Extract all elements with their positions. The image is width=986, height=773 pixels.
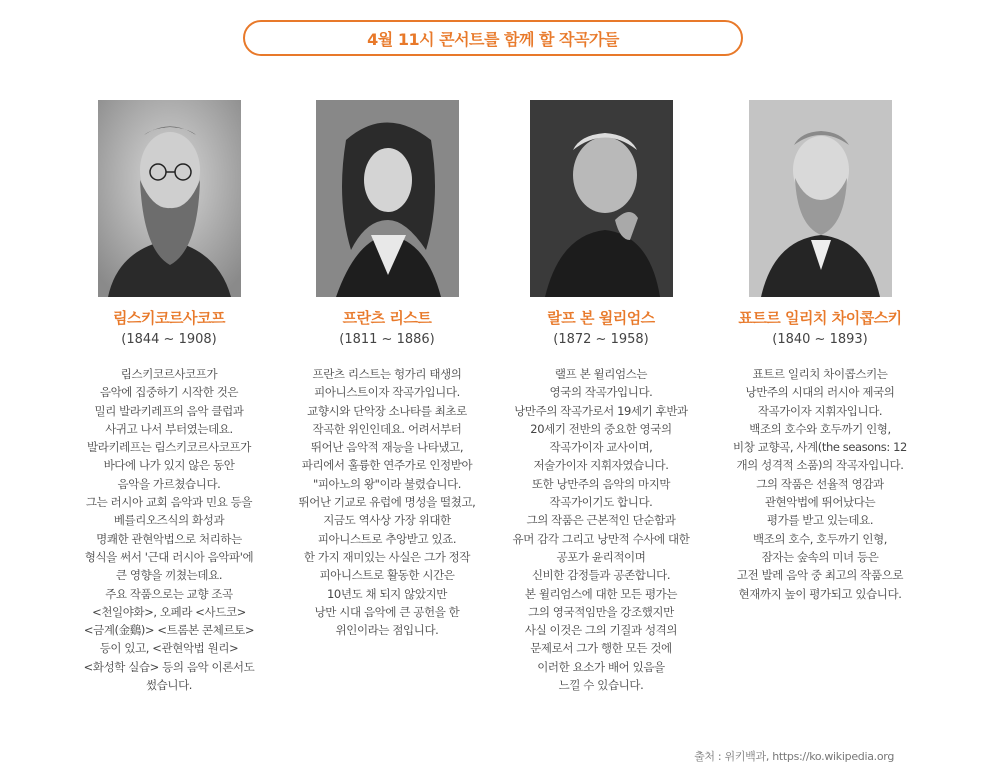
description-line: 랠프 본 윌리엄스는 bbox=[554, 367, 648, 381]
description-line: 음악을 가르쳤습니다. bbox=[117, 476, 221, 491]
composer-description bbox=[299, 365, 476, 639]
composer-years: (1840 ~ 1893) bbox=[772, 332, 868, 347]
description-line: 20세기 전반의 중요한 영국의 bbox=[530, 421, 672, 436]
description-line: 지금도 역사상 가장 위대한 bbox=[323, 513, 451, 528]
description-line: 썼습니다. bbox=[145, 678, 193, 693]
description-line: 바다에 나가 있지 않은 동안 bbox=[103, 458, 235, 473]
description-line: 사귀고 나서 부터였는데요. bbox=[105, 421, 233, 436]
composer-description bbox=[84, 365, 255, 694]
description-line: <천일야화>, 오페라 <사드코> bbox=[92, 604, 246, 619]
composer-description bbox=[733, 365, 907, 603]
description-line: <화성학 실습> 등의 음악 이론서도 bbox=[83, 659, 255, 674]
description-line: 본 윌리엄스에 대한 모든 평가는 bbox=[524, 586, 678, 601]
description-line: 개의 성격적 소품)의 작곡자입니다. bbox=[736, 458, 904, 473]
description-line: 백조의 호수, 호두까기 인형, bbox=[752, 531, 888, 546]
portrait-image bbox=[98, 100, 241, 297]
composer-years: (1872 ~ 1958) bbox=[553, 332, 649, 347]
description-line: 낭만주의 작곡가로서 19세기 후반과 bbox=[514, 403, 688, 418]
description-line: 관현악법에 뛰어났다는 bbox=[764, 495, 876, 510]
description-line: 백조의 호수와 호두까기 인형, bbox=[749, 421, 891, 436]
description-line: 10년도 채 되지 않았지만 bbox=[327, 586, 447, 601]
description-line: 명쾌한 관현악법으로 처리하는 bbox=[96, 531, 242, 546]
description-line: 음악에 집중하기 시작한 것은 bbox=[99, 385, 239, 400]
composer-name: 림스키코르사코프 bbox=[113, 309, 225, 327]
description-line: 베를리오즈식의 화성과 bbox=[113, 513, 225, 528]
portrait-image bbox=[749, 100, 892, 297]
composer-card-rimsky-korsakov bbox=[51, 100, 287, 694]
description-line: 등이 있고, <관현악법 원리> bbox=[99, 641, 239, 656]
description-line: 영국의 작곡가입니다. bbox=[549, 385, 653, 400]
source-citation: 출처 : 위키백과, https://ko.wikipedia.org bbox=[694, 750, 894, 763]
description-line: 느낄 수 있습니다. bbox=[558, 678, 644, 693]
composer-years: (1844 ~ 1908) bbox=[121, 332, 217, 347]
description-line: 낭만주의 시대의 러시아 제국의 bbox=[745, 385, 895, 400]
description-line: 낭만 시대 음악에 큰 공헌을 한 bbox=[314, 604, 460, 619]
description-line: 뛰어난 음악적 재능을 나타냈고, bbox=[310, 440, 464, 455]
description-line: "피아노의 왕"이라 불렸습니다. bbox=[312, 476, 462, 491]
description-line: 잠자는 숲속의 미녀 등은 bbox=[761, 549, 879, 564]
composer-card-liszt bbox=[269, 100, 505, 639]
description-line: 교향시와 단악장 소나타를 최초로 bbox=[307, 403, 467, 418]
description-line: 림스키코르사코프가 bbox=[120, 367, 218, 381]
description-line: 이러한 요소가 배어 있음을 bbox=[537, 659, 665, 674]
description-line: 위인이라는 점입니다. bbox=[335, 623, 439, 638]
page-title: 4월 11시 콘서트를 함께 할 작곡가들 bbox=[243, 20, 743, 56]
description-line: <금계(金鷄)> <트롬본 콘체르토> bbox=[83, 623, 255, 638]
description-line: 또한 낭만주의 음악의 마지막 bbox=[531, 476, 671, 491]
description-line: 형식을 써서 '근대 러시아 음악파'에 bbox=[84, 549, 254, 564]
description-line: 평가를 받고 있는데요. bbox=[766, 513, 874, 528]
description-line: 주요 작품으로는 교향 조곡 bbox=[105, 586, 233, 601]
description-line: 작곡가이자 지휘자입니다. bbox=[757, 403, 883, 418]
description-line: 밀리 발라키레프의 음악 클럽과 bbox=[94, 403, 244, 418]
description-line: 피아니스트로 추앙받고 있죠. bbox=[317, 531, 457, 546]
composer-years: (1811 ~ 1886) bbox=[339, 332, 435, 347]
description-line: 고전 발레 음악 중 최고의 작품으로 bbox=[736, 568, 904, 583]
description-line: 그는 러시아 교회 음악과 민요 등을 bbox=[85, 495, 253, 510]
composer-card-vaughan-williams bbox=[483, 100, 719, 694]
description-line: 공포가 윤리적이며 bbox=[556, 549, 646, 564]
description-line: 유머 감각 그리고 낭만적 수사에 대한 bbox=[512, 531, 690, 546]
description-line: 사실 이것은 그의 기질과 성격의 bbox=[524, 623, 678, 638]
description-line: 표트르 일리치 차이콥스키는 bbox=[752, 367, 888, 381]
description-line: 작곡가이자 교사이며, bbox=[549, 440, 653, 455]
composer-name: 프란츠 리스트 bbox=[342, 309, 432, 327]
description-line: 비창 교향곡, 사계(the seasons: 12 bbox=[733, 440, 907, 455]
description-line: 현재까지 높이 평가되고 있습니다. bbox=[738, 586, 902, 601]
description-line: 저술가이자 지휘자였습니다. bbox=[533, 458, 669, 473]
description-line: 그의 영국적임만을 강조했지만 bbox=[528, 604, 674, 619]
description-line: 작곡한 위인인데요. 어려서부터 bbox=[312, 421, 462, 436]
description-line: 피아니스트로 활동한 시간은 bbox=[319, 568, 455, 583]
description-line: 문제로서 그가 행한 모든 것에 bbox=[530, 641, 672, 656]
portrait-image bbox=[530, 100, 673, 297]
portrait-image bbox=[316, 100, 459, 297]
description-line: 뛰어난 기교로 유럽에 명성을 떨쳤고, bbox=[298, 495, 476, 510]
composer-name: 표트르 일리치 차이콥스키 bbox=[738, 309, 902, 327]
description-line: 피아니스트이자 작곡가입니다. bbox=[314, 385, 460, 400]
description-line: 신비한 감정들과 공존합니다. bbox=[531, 568, 671, 583]
description-line: 파리에서 훌륭한 연주가로 인정받아 bbox=[301, 458, 473, 473]
description-line: 작곡가이기도 합니다. bbox=[549, 495, 653, 510]
composer-name: 랄프 본 윌리엄스 bbox=[547, 309, 655, 327]
description-line: 큰 영향을 끼쳤는데요. bbox=[115, 568, 223, 583]
composer-card-tchaikovsky bbox=[702, 100, 938, 603]
description-line: 프란츠 리스트는 헝가리 태생의 bbox=[312, 367, 462, 381]
description-line: 발라키레프는 림스키코르사코프가 bbox=[87, 440, 251, 455]
description-line: 한 가지 재미있는 사실은 그가 정작 bbox=[303, 549, 471, 564]
composer-description bbox=[513, 365, 690, 694]
description-line: 그의 작품은 선율적 영감과 bbox=[756, 476, 884, 491]
description-line: 그의 작품은 근본적인 단순함과 bbox=[526, 513, 676, 528]
